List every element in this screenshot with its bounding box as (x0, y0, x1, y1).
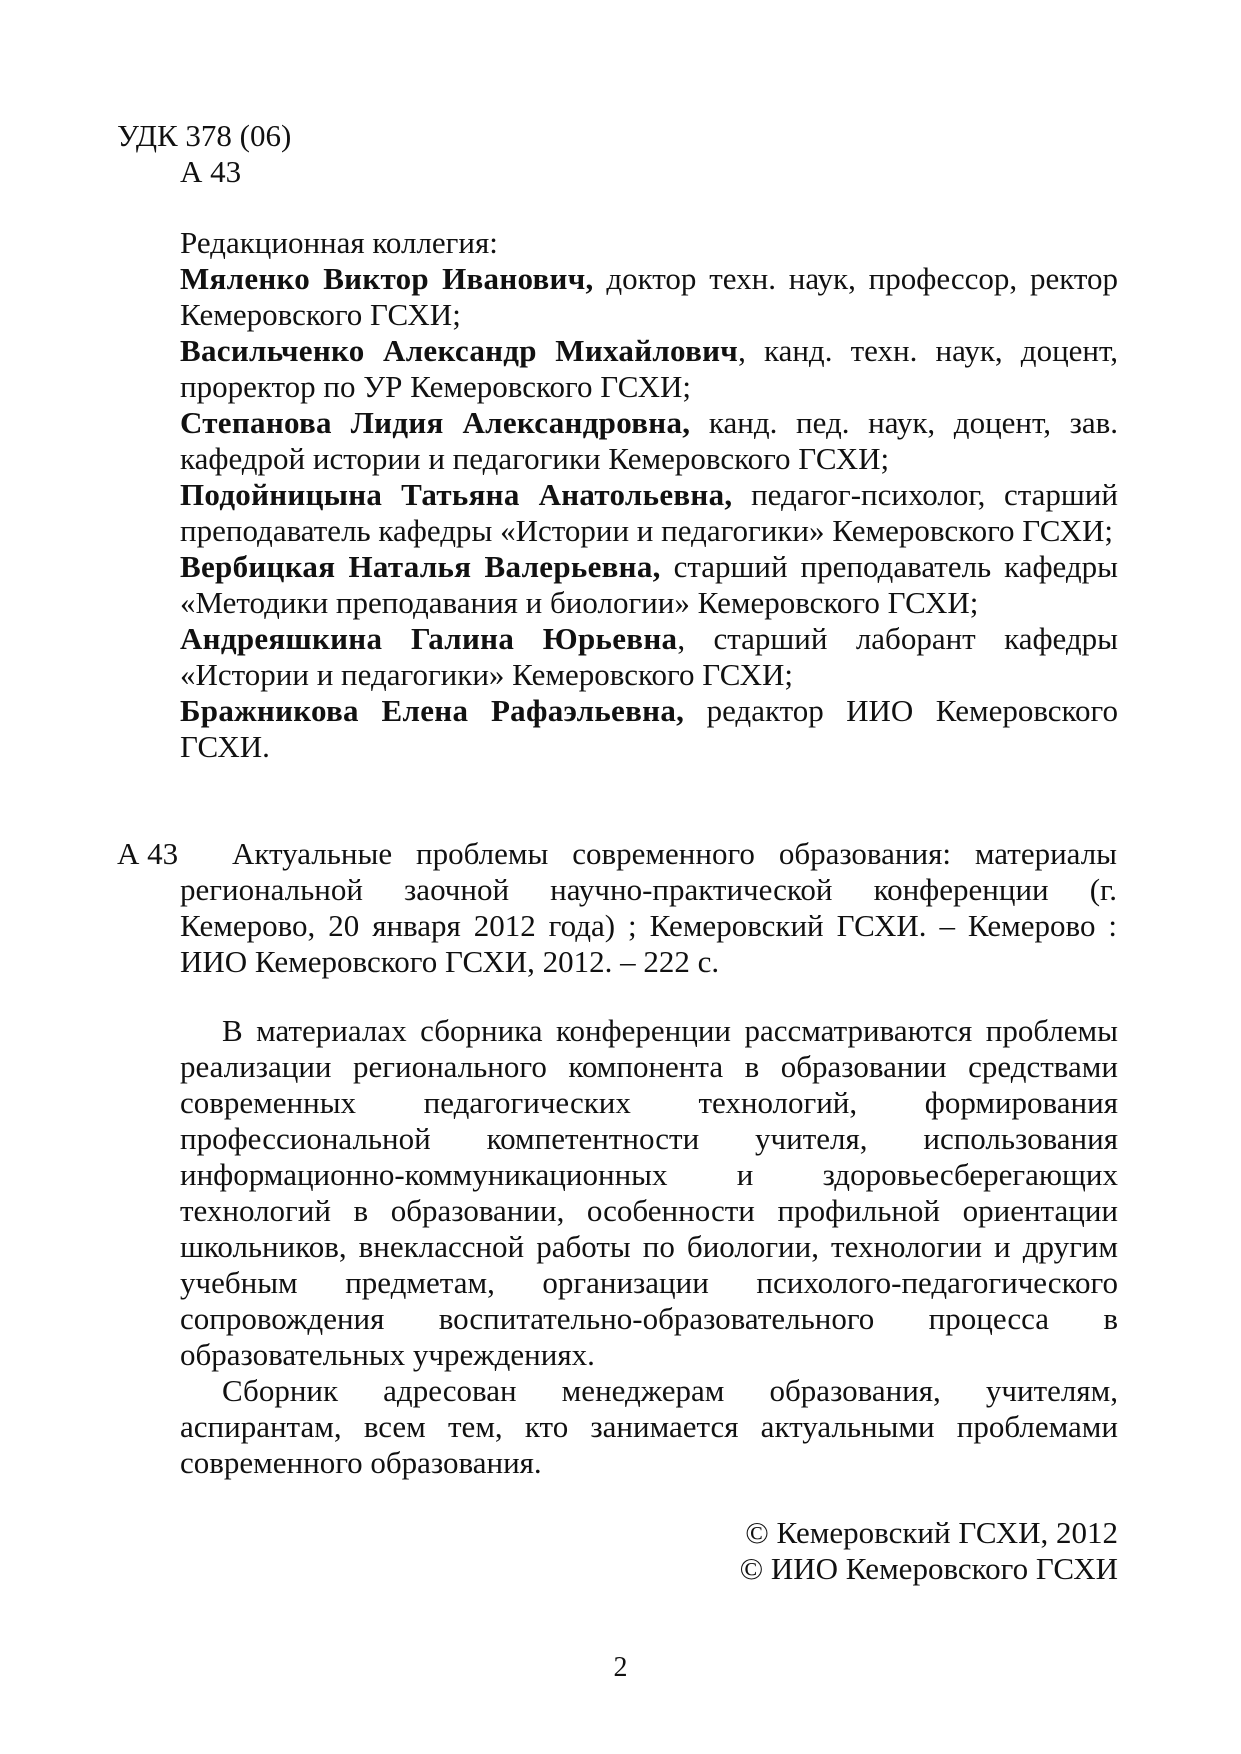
member-name: Васильченко Александр Михайлович (180, 333, 739, 368)
bibliographic-description: Актуальные проблемы современного образования: материалы региональной заочной научно-практической конференции (г. Кемерово, 20 января 2012 года) ; Кемеровский ГСХИ. – Кемерово : ИИО Кемеровского ГСХИ, 2012. – 222 с. (180, 836, 1117, 979)
entry-code: А 43 (117, 836, 179, 871)
annotation (180, 1013, 1118, 1481)
member-name: Подойницына Татьяна Анатольевна, (180, 477, 733, 512)
board-member (180, 477, 1118, 549)
board-member (180, 261, 1118, 333)
board-member (180, 333, 1118, 405)
member-name: Андреяшкина Галина Юрьевна (180, 621, 678, 656)
annotation-paragraph: В материалах сборника конференции рассматриваются проблемы реализации регионального компонента в образовании средствами современных педагогических технологий, формирования профессиональной компетентности учителя, использования информационно-коммуникационных и здоровьесберегающих технологий в образовании, особенности профильной ориентации школьников, внеклассной работы по биологии, технологии и другим учебным предметам, организации психолого-педагогического сопровождения воспитательно-образовательного процесса в образовательных учреждениях. (180, 1013, 1118, 1372)
board-member (180, 549, 1118, 621)
editorial-board (180, 225, 1118, 765)
page-number: 2 (613, 1652, 628, 1683)
member-desc: педагог-психолог, старший преподаватель кафедры «Истории и педагогики» Кемеровского ГСХИ; (180, 477, 1118, 548)
member-desc: старший преподаватель кафедры «Методики преподавания и биологии» Кемеровского ГСХИ; (180, 549, 1118, 620)
board-member (180, 693, 1118, 765)
member-name: Степанова Лидия Александровна, (180, 405, 691, 440)
member-desc: , канд. техн. наук, доцент, проректор по УР Кемеровского ГСХИ; (180, 333, 1118, 404)
member-name: Вербицкая Наталья Валерьевна, (180, 549, 661, 584)
udk-code: УДК 378 (06) (117, 118, 292, 153)
author-mark: А 43 (180, 154, 242, 189)
board-member (180, 621, 1118, 693)
member-name: Мяленко Виктор Иванович, (180, 261, 594, 296)
member-desc: доктор техн. наук, профессор, ректор Кемеровского ГСХИ; (180, 261, 1118, 332)
member-desc: , старший лаборант кафедры «Истории и педагогики» Кемеровского ГСХИ; (180, 621, 1118, 692)
board-heading: Редакционная коллегия: (180, 225, 498, 260)
member-desc: редактор ИИО Кемеровского ГСХИ. (180, 693, 1118, 764)
copyright-line: © ИИО Кемеровского ГСХИ (739, 1551, 1118, 1586)
annotation-paragraph: Сборник адресован менеджерам образования, учителям, аспирантам, всем тем, кто занимается актуальными проблемами современного образования. (180, 1373, 1118, 1480)
copyright-line: © Кемеровский ГСХИ, 2012 (745, 1515, 1118, 1550)
member-name: Бражникова Елена Рафаэльевна, (180, 693, 685, 728)
catalog-entry (117, 836, 1117, 980)
copyright-block (740, 1515, 1118, 1587)
member-desc: канд. пед. наук, доцент, зав. кафедрой истории и педагогики Кемеровского ГСХИ; (180, 405, 1118, 476)
board-member (180, 405, 1118, 477)
